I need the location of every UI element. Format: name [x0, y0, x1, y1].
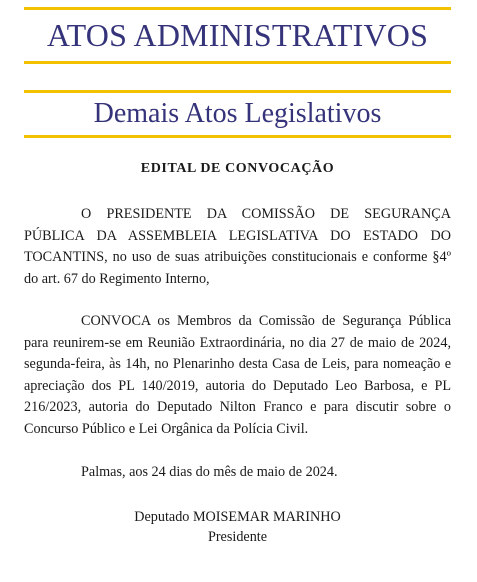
signature-role: Presidente [207, 529, 268, 545]
edital-heading: EDITAL DE CONVOCAÇÃO [140, 161, 335, 176]
date-line: Palmas, aos 24 dias do mês de maio de 2024. [81, 464, 338, 480]
signature-name: Deputado MOISEMAR MARINHO [134, 509, 341, 525]
subtitle-rule-2 [24, 135, 451, 138]
paragraph-preamble: O PRESIDENTE DA COMISSÃO DE SEGURANÇA PÚBLICA DA ASSEMBLEIA LEGISLATIVA DO ESTADO DO TOCANTINS, no uso de suas atribuições constitucionais e conforme §4º do art. 67 do Regimento Interno, [24, 206, 451, 287]
top-rule-2 [24, 61, 451, 64]
section-subtitle: Demais Atos Legislativos [93, 98, 382, 129]
subtitle-rule-1 [24, 90, 451, 93]
top-rule-1 [24, 7, 451, 10]
section-title: ATOS ADMINISTRATIVOS [46, 17, 429, 53]
paragraph-convocation: CONVOCA os Membros da Comissão de Segurança Pública para reunirem-se em Reunião Extraordinária, no dia 27 de maio de 2024, segunda-feira, às 14h, no Plenarinho desta Casa de Leis, para nomeação e apreciação dos PL 140/2019, autoria do Deputado Leo Barbosa, e PL 216/2023, autoria do Deputado Nilton Franco e para discutir sobre o Concurso Público e Lei Orgânica da Polícia Civil. [24, 313, 451, 437]
